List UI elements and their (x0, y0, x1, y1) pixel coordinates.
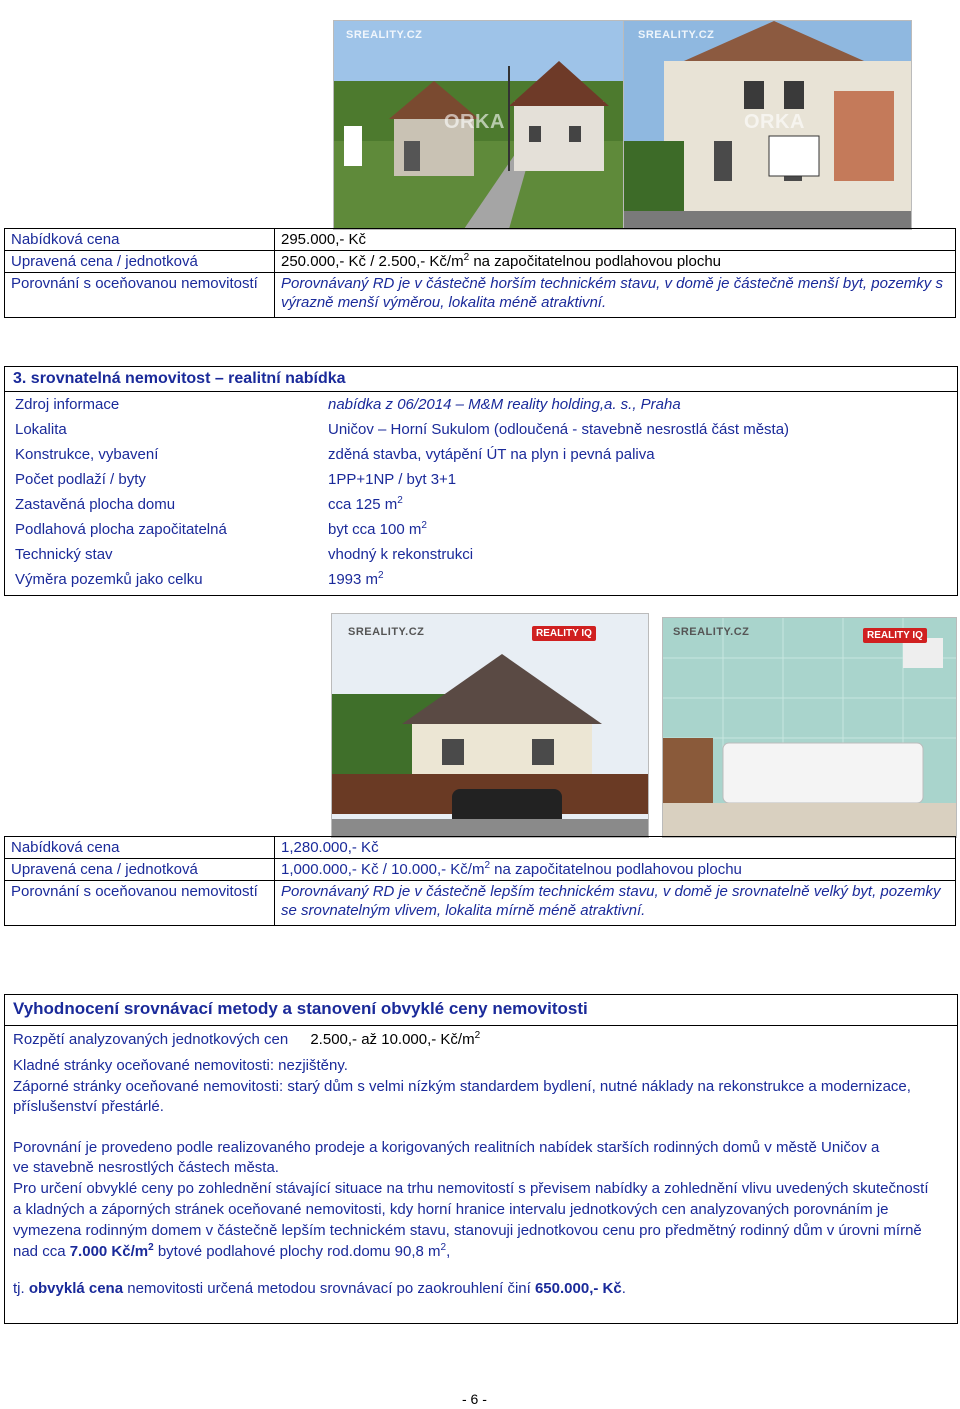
tech-state-value: vhodný k rekonstrukci (328, 546, 474, 563)
table-row (5, 229, 956, 251)
built-area-label: Zastavěná plocha domu (15, 496, 176, 513)
table-row (5, 859, 956, 881)
field-row (15, 495, 403, 513)
listing3-photo-bathroom (662, 617, 957, 838)
conclusion-paragraph: tj. obvyklá cena nemovitosti určená metodou srovnávací po zaokrouhlení činí 650.000,- Kč. (13, 1280, 626, 1297)
floors-label: Počet podlaží / byty (15, 471, 146, 488)
negatives-text: Záporné stránky oceňované nemovitosti: starý dům s velmi nízkým standardem bydlení, nutné náklady na rekonstrukce a modernizace, příslušenství přestárlé. (13, 1078, 911, 1115)
offer-price-value: 1,280.000,- Kč (275, 837, 956, 859)
range-label: Rozpětí analyzovaných jednotkových cen (13, 1031, 289, 1048)
listing2-photo-left-brand: ORKA (444, 111, 505, 133)
floor-area-value: byt cca 100 $m^2$ (328, 520, 427, 538)
listing3-photo-house-brand: REALITY IQ (532, 626, 596, 641)
field-row (15, 520, 427, 538)
listing3-heading: 3. srovnatelná nemovitost – realitní nabídka (13, 370, 346, 387)
source-label: Zdroj informace (15, 396, 120, 413)
tech-state-label: Technický stav (15, 546, 113, 563)
listing3-offer-table (4, 836, 956, 926)
unit-price-paragraph: Pro určení obvyklé ceny po zohlednění stávající situace na trhu nemovitostí s převisem nabídky a zohlednění vlivu uvedených skutečností a kladných a záporných stránek oceňované nemovitosti, kdy horní hranice intervalu jednotkových cen analyzovaných porovnáním je vymezena rodinným domem v částečně lepším technickém stavu, stanovuji jednotkovou cenu pro předmětný rodinný dům v úrovni mírně nad cca 7.000 $Kč/m^2$ bytové podlahové plochy rod.domu 90,8 $m^2$, (13, 1180, 929, 1260)
evaluation-heading: Vyhodnocení srovnávací metody a stanovení obvyklé ceny nemovitosti (13, 999, 588, 1018)
field-row (15, 471, 457, 488)
table-row (5, 251, 956, 273)
listing2-photo-right (623, 20, 912, 230)
comparison-label: Porovnání s oceňovanou nemovitostí (5, 273, 275, 318)
adjusted-price-value: 1,000.000,- Kč / 10.000,- $Kč/m^2$ na započitatelnou podlahovou plochu (275, 859, 956, 881)
listing3-photo-bathroom-brand: REALITY IQ (863, 628, 927, 643)
location-label: Lokalita (15, 421, 67, 438)
listing3-info-box (4, 366, 958, 596)
table-row (5, 837, 956, 859)
listing3-photo-house-watermark: SREALITY.CZ (348, 626, 425, 638)
listing2-photo-right-brand: ORKA (744, 111, 805, 133)
range-row (13, 1031, 480, 1048)
comparison-paragraph: Porovnání je provedeno podle realizovaného prodeje a korigovaných realitních nabídek starších rodinných domů v městě Uničov a ve stavebně nesrostlých částech města. (13, 1139, 880, 1176)
land-area-label: Výměra pozemků jako celku (15, 571, 203, 588)
listing2-photo-right-watermark: SREALITY.CZ (638, 29, 715, 41)
field-row (15, 570, 384, 588)
listing2-offer-table (4, 228, 956, 318)
field-row (15, 446, 655, 463)
listing3-photo-house (331, 613, 649, 838)
adjusted-price-value: 250.000,- Kč / 2.500,- $Kč/m^2$ na započitatelnou podlahovou plochu (275, 251, 956, 273)
land-area-value: 1993 $m^2$ (328, 570, 384, 588)
comparison-label: Porovnání s oceňovanou nemovitostí (5, 881, 275, 926)
comparison-value: Porovnávaný RD je v částečně horším technickém stavu, v domě je částečně menší byt, pozemky s výrazně menší výměrou, lokalita méně atraktivní. (275, 273, 956, 318)
table-row (5, 273, 956, 318)
comparison-value: Porovnávaný RD je v částečně lepším technickém stavu, v domě je srovnatelně velký byt, pozemky se srovnatelným vlivem, lokalita mírně méně atraktivní. (275, 881, 956, 926)
table-row (5, 881, 956, 926)
listing2-photo-left-watermark: SREALITY.CZ (346, 29, 423, 41)
field-row (15, 546, 474, 563)
positives-text: Kladné stránky oceňované nemovitosti: nezjištěny. (13, 1057, 348, 1074)
construction-label: Konstrukce, vybavení (15, 446, 159, 463)
offer-price-label: Nabídková cena (5, 229, 275, 251)
offer-price-label: Nabídková cena (5, 837, 275, 859)
adjusted-price-label: Upravená cena / jednotková (5, 251, 275, 273)
source-value: nabídka z 06/2014 – M&M reality holding,a. s., Praha (328, 396, 681, 413)
construction-value: zděná stavba, vytápění ÚT na plyn i pevná paliva (328, 446, 655, 463)
range-value: 2.500,- až 10.000,- $Kč/m^2$ (310, 1030, 481, 1048)
floors-value: 1PP+1NP / byt 3+1 (328, 471, 457, 488)
listing3-photo-bathroom-watermark: SREALITY.CZ (673, 626, 750, 638)
listing2-photo-left (333, 20, 625, 230)
adjusted-price-label: Upravená cena / jednotková (5, 859, 275, 881)
page-number: - 6 - (462, 1391, 487, 1407)
field-row (15, 396, 681, 413)
field-row (15, 421, 790, 438)
floor-area-label: Podlahová plocha započitatelná (15, 521, 227, 538)
offer-price-value: 295.000,- Kč (275, 229, 956, 251)
built-area-value: cca 125 $m^2$ (328, 495, 403, 513)
evaluation-box (4, 994, 958, 1324)
location-value: Uničov – Horní Sukulom (odloučená - stavebně nesrostlá část města) (328, 421, 790, 438)
